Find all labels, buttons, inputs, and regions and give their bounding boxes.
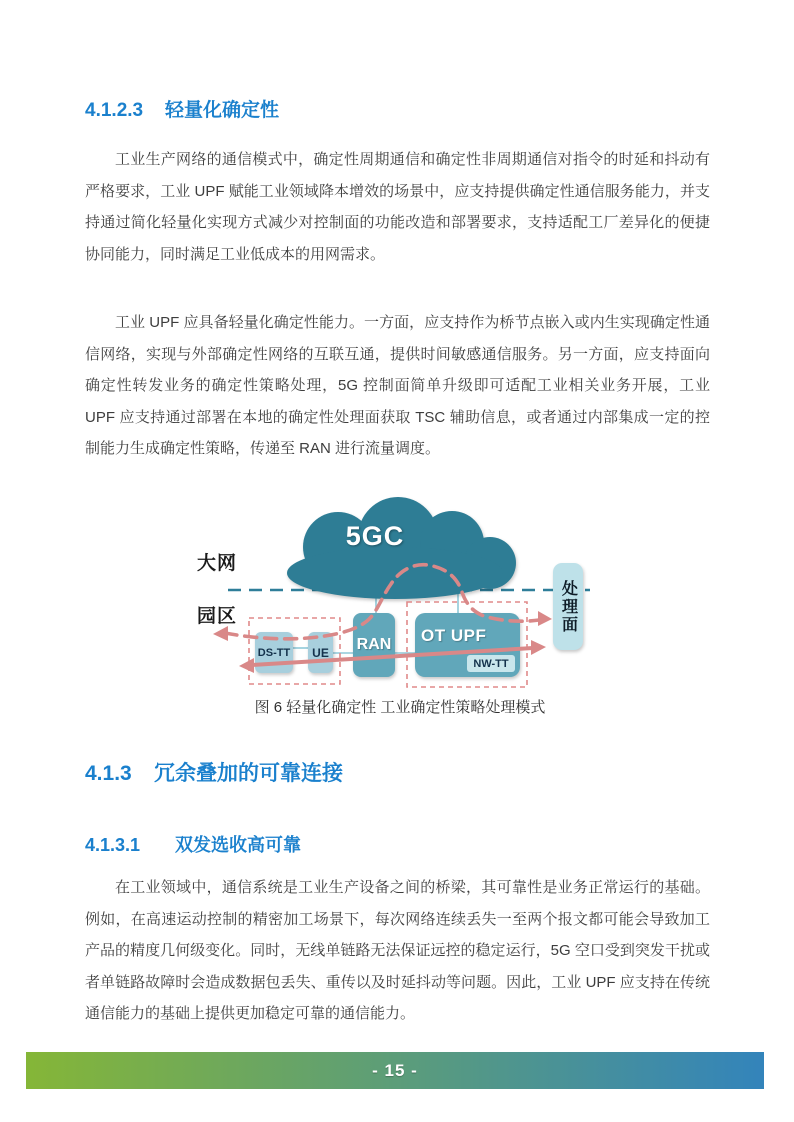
figure-caption: 图 6 轻量化确定性 工业确定性策略处理模式 [254,699,546,716]
ot-upf-label: OT UPF [421,626,487,645]
campus-zone-label: 园区 [197,606,238,627]
nw-tt-label: NW-TT [473,657,509,670]
section-heading-4-1-3 [85,757,343,787]
heading-title: 冗余叠加的可靠连接 [154,762,343,785]
dashed-arrow-right-head [538,611,552,626]
dashed-arrow-left-head [213,626,228,641]
wan-zone-label: 大网 [197,553,238,574]
heading-number: 4.1.3.1 [85,835,141,855]
footer-page-bar [26,1052,764,1089]
heading-title: 双发选收高可靠 [175,835,301,855]
ds-tt-label: DS-TT [257,646,291,659]
5gc-cloud-label: 5GC [345,521,405,551]
ue-label: UE [312,645,329,660]
heading-number: 4.1.3 [85,762,132,785]
section-heading-4-1-2-3 [85,95,279,122]
heading-title: 轻量化确定性 [165,100,280,121]
paragraph-reliability-intro: 在工业领域中，通信系统是工业生产设备之间的桥梁，其可靠性是业务正常运行的基础。例如，在高速运动控制的精密加工场景下，每次网络连续丢失一至两个报文都可能会导致加工产品的精度几何级变化。同时，无线单链路无法保证远控的稳定运行，5G 空口受到突发干扰或者单链路故障时会造成数据包丢失、重传以及时延抖动等问题。因此，工业 UPF 应支持在传统通信能力的基础上提供更加稳定可靠的通信能力。 [85,879,710,1022]
figure-6-diagram [185,495,615,700]
section-heading-4-1-3-1 [85,831,301,857]
processing-plane-label: 处理面 [559,579,577,634]
ran-label: RAN [356,636,392,653]
solid-arrow-right-head [531,640,546,655]
solid-arrow-left-head [239,658,254,673]
paragraph-lightweight-determinism: 工业 UPF 应具备轻量化确定性能力。一方面，应支持作为桥节点嵌入或内生实现确定性通信网络，实现与外部确定性网络的互联互通，提供时间敏感通信服务。另一方面，应支持面向确定性转发业务的确定性策略处理，5G 控制面简单升级即可适配工业相关业务开展，工业 UPF 应支持通过部署在本地的确定性处理面获取 TSC 辅助信息，或者通过内部集成一定的控制能力生成确定性策略，传递至 RAN 进行流量调度。 [85,314,710,457]
heading-number: 4.1.2.3 [85,100,144,121]
page-number: - 15 - [372,1060,418,1080]
paragraph-deterministic-requirements: 工业生产网络的通信模式中，确定性周期通信和确定性非周期通信对指令的时延和抖动有严格要求，工业 UPF 赋能工业领域降本增效的场景中，应支持提供确定性通信服务能力，并支持通过简化轻量化实现方式减少对控制面的功能改造和部署要求，支持适配工厂差异化的便捷协同能力，同时满足工业低成本的用网需求。 [85,151,710,263]
